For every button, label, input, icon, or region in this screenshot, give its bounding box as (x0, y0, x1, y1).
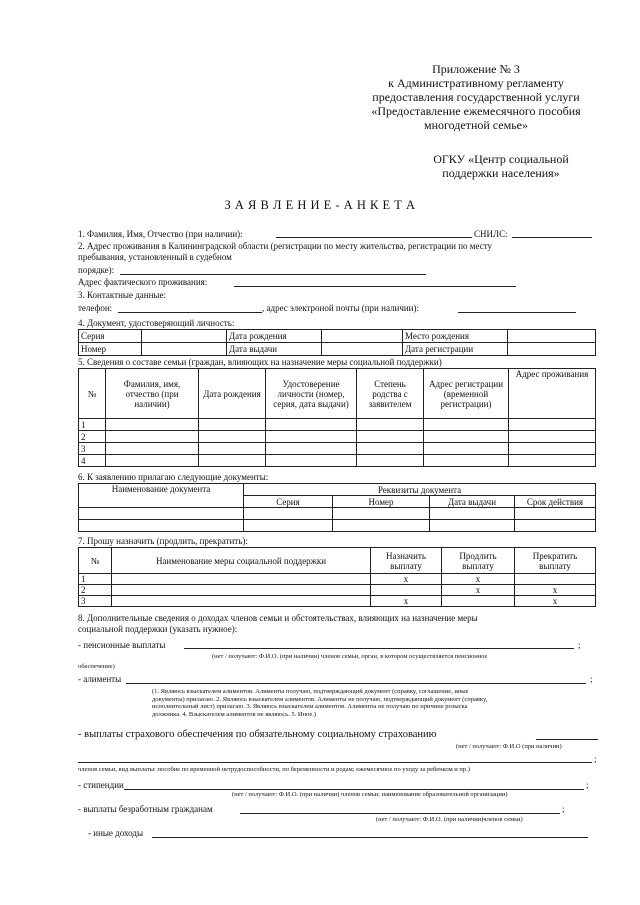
table-cell[interactable] (199, 419, 266, 431)
table-cell[interactable] (79, 508, 244, 520)
s7-measures-table (78, 547, 596, 607)
s5-header-relation: Степень родства с заявителем (357, 369, 424, 419)
s8-unemployment-hint: (нет / получают: Ф.И.О. (при наличии)членов семьи) (376, 816, 523, 823)
s2-line2: пребывания, установленный в судебном (78, 252, 232, 262)
table-cell[interactable] (106, 419, 199, 431)
s5-header-fio: Фамилия, имя, отчество (при наличии) (106, 369, 199, 419)
s6-series-header: Серия (244, 496, 333, 508)
s7-header-num: № (79, 548, 112, 574)
s7-header-measure: Наименование меры социальной поддержки (112, 548, 371, 574)
table-cell[interactable] (106, 455, 199, 467)
s8-pension-hint1: (нет / получают: Ф.И.О. (при наличии) членов семьи, орган, в котором осуществляется пенсионное (212, 653, 488, 660)
table-cell[interactable] (333, 508, 430, 520)
s5-header-live-address: Адрес проживания (509, 369, 596, 419)
s8-unemployment-field[interactable] (240, 813, 560, 814)
s8-pension-semicolon: ; (578, 640, 581, 650)
s8-other-label: - иные доходы (88, 828, 144, 838)
s8-alimony-field[interactable] (126, 683, 586, 684)
s6-doc-name-header: Наименование документа (79, 484, 244, 508)
s7-extend-mark[interactable]: x (442, 585, 515, 596)
table-cell[interactable] (424, 431, 509, 443)
s5-header-id: Удостоверение личности (номер, серия, дата выдачи) (266, 369, 357, 419)
s2-address-field[interactable] (120, 274, 426, 275)
s3-email-label: , адрес электроной почты (при наличии): (262, 303, 419, 313)
table-cell[interactable] (79, 520, 244, 532)
s8-insurance-field[interactable] (536, 739, 598, 740)
s8-stipend-label: - стипендии (78, 780, 124, 790)
s5-row-num: 1 (79, 419, 106, 431)
s7-extend-mark[interactable]: x (442, 574, 515, 585)
s4-issue-date-cell[interactable] (322, 343, 403, 356)
s8-pension-field[interactable] (184, 648, 574, 649)
table-cell[interactable] (244, 520, 333, 532)
table-cell[interactable] (199, 431, 266, 443)
table-cell[interactable] (266, 431, 357, 443)
table-cell[interactable] (515, 520, 596, 532)
table-cell[interactable] (424, 419, 509, 431)
s4-series-label: Серия (79, 330, 142, 343)
agency-line1: ОГКУ «Центр социальной (433, 152, 569, 166)
s3-label: 3. Контактные данные: (78, 290, 166, 300)
s4-number-label: Номер (79, 343, 142, 356)
s6-issue-date-header: Дата выдачи (430, 496, 515, 508)
s5-row-num: 4 (79, 455, 106, 467)
table-cell[interactable] (244, 508, 333, 520)
table-cell[interactable] (266, 443, 357, 455)
s8-alimony-hint1: (1. Являюсь взыскателем алиментов. Алименты получаю, подтверждающий документ (справку, соглашение, иные (152, 688, 469, 695)
s4-birth-date-label: Дата рождения (227, 330, 322, 343)
table-cell[interactable] (266, 455, 357, 467)
s8-insurance-field2[interactable] (78, 762, 592, 763)
s7-measure-cell[interactable] (112, 596, 371, 607)
s6-validity-header: Срок действия (515, 496, 596, 508)
s1-fio-label: 1. Фамилия, Имя, Отчество (при наличии): (78, 229, 243, 239)
s8-insurance-label: - выплаты страхового обеспечения по обязательному социальному страхованию (78, 729, 437, 740)
table-cell[interactable] (430, 508, 515, 520)
table-cell[interactable] (509, 431, 596, 443)
s5-label: 5. Сведения о составе семьи (граждан, влияющих на назначение меры социальной поддержки) (78, 357, 442, 367)
s8-insurance-semicolon: ; (594, 754, 597, 764)
appendix-family: многодетной семье» (423, 118, 528, 132)
appendix-service: предоставления государственной услуги (372, 90, 580, 104)
s4-number-cell[interactable] (142, 343, 227, 356)
s6-number-header: Номер (333, 496, 430, 508)
table-cell[interactable] (106, 443, 199, 455)
s5-header-num: № (79, 369, 106, 419)
s6-documents-table (78, 483, 596, 532)
appendix-allowance: «Предоставление ежемесячного пособия (371, 104, 581, 118)
s7-header-extend: Продлить выплату (442, 548, 515, 574)
table-cell[interactable] (357, 431, 424, 443)
s7-stop-mark[interactable]: x (515, 596, 596, 607)
s5-header-reg-address: Адрес регистрации (временной регистрации) (424, 369, 509, 419)
s3-phone-field[interactable] (118, 312, 262, 313)
s8-pension-label: - пенсионные выплаты (78, 640, 166, 650)
s8-alimony-hint4: должника. 4. Взыскателем алиментов не являюсь. 5. Иное.) (152, 710, 317, 718)
table-cell[interactable] (424, 443, 509, 455)
s7-stop-mark[interactable]: x (515, 585, 596, 596)
s1-snils-field[interactable] (512, 237, 592, 238)
s7-row-num: 3 (79, 596, 112, 607)
s8-alimony-hint2: документы) прилагаю. 2. Являюсь взыскателем алиментов. Алименты не получаю, подтверждающий документ (справку, (152, 695, 488, 703)
table-cell[interactable] (430, 520, 515, 532)
appendix-regulation: к Административному регламенту (388, 76, 564, 90)
table-cell[interactable] (199, 455, 266, 467)
s4-reg-date-label: Дата регистрации (403, 343, 508, 356)
s2-actual-field[interactable] (234, 286, 516, 287)
s5-header-birth: Дата рождения (199, 369, 266, 419)
s5-row-num: 3 (79, 443, 106, 455)
s7-assign-mark[interactable]: x (371, 596, 442, 607)
s8-unemployment-label: - выплаты безработным гражданам (78, 804, 213, 814)
s8-other-field[interactable] (152, 837, 588, 838)
s3-email-field[interactable] (458, 312, 576, 313)
s8-alimony-hint3: исполнительный лист) прилагаю. 3. Являюсь взыскателем алиментов. Алименты не получаю по причине розыска (152, 703, 468, 710)
s7-extend-mark[interactable] (442, 596, 515, 607)
s7-measure-cell[interactable] (112, 574, 371, 585)
s4-birth-date-cell[interactable] (322, 330, 403, 343)
table-cell[interactable] (515, 508, 596, 520)
s8-stipend-hint: (нет / получают: Ф.И.О. (при наличии) членов семьи; наименование образовательной организации) (232, 791, 508, 798)
s7-header-assign: Назначить выплату (371, 548, 442, 574)
s2-line3: порядке): (78, 265, 115, 275)
s6-label: 6. К заявлению прилагаю следующие документы: (78, 472, 269, 482)
s6-requisites-header: Реквизиты документа (244, 484, 596, 496)
s8-line1: 8. Дополнительные сведения о доходах членов семьи и обстоятельствах, влияющих на назначение меры (78, 613, 478, 623)
table-cell[interactable] (333, 520, 430, 532)
s8-stipend-semicolon: ; (586, 780, 589, 790)
s8-stipend-field[interactable] (124, 789, 584, 790)
s7-row-num: 2 (79, 585, 112, 596)
s8-unemployment-semicolon: ; (562, 804, 565, 814)
form-title: З А Я В Л Е Н И Е - А Н К Е Т А (224, 198, 416, 212)
table-cell[interactable] (357, 455, 424, 467)
table-cell[interactable] (266, 419, 357, 431)
table-cell[interactable] (357, 419, 424, 431)
s5-family-table (78, 368, 596, 467)
s7-stop-mark[interactable] (515, 574, 596, 585)
agency-block (406, 152, 596, 180)
s8-pension-hint2: обеспечение) (78, 663, 115, 670)
table-cell[interactable] (509, 455, 596, 467)
table-cell[interactable] (424, 455, 509, 467)
s1-fio-field[interactable] (276, 237, 472, 238)
s8-alimony-label: - алименты (78, 674, 122, 684)
table-cell[interactable] (199, 443, 266, 455)
s7-row-num: 1 (79, 574, 112, 585)
s7-assign-mark[interactable] (371, 585, 442, 596)
s2-line1: 2. Адрес проживания в Калининградской области (регистрации по месту жительства, регистрации по месту (78, 241, 493, 251)
s4-issue-date-label: Дата выдачи (227, 343, 322, 356)
s4-label: 4. Документ, удостоверяющий личность: (78, 318, 235, 328)
s8-insurance-hint2: членов семьи, вид выплаты: пособие по временной нетрудоспособности, по беременности и родам; ежемесячное по уходу за ребенком и пр.) (78, 766, 470, 773)
s7-header-stop: Прекратить выплату (515, 548, 596, 574)
appendix-number: Приложение № 3 (432, 62, 520, 76)
s4-birth-place-label: Место рождения (403, 330, 508, 343)
table-cell[interactable] (509, 419, 596, 431)
s8-line2: социальной поддержки (указать нужное): (78, 624, 238, 634)
s7-assign-mark[interactable]: x (371, 574, 442, 585)
s8-alimony-semicolon: ; (590, 674, 593, 684)
s8-insurance-hint1: (нет / получают: Ф.И.О (при наличии) (456, 743, 562, 750)
table-cell[interactable] (106, 431, 199, 443)
table-cell[interactable] (357, 443, 424, 455)
s7-measure-cell[interactable] (112, 585, 371, 596)
s3-phone-label: телефон: (78, 303, 113, 313)
s4-birth-place-cell[interactable] (508, 330, 596, 343)
agency-line2: поддержки населения» (442, 166, 560, 180)
s1-snils-label: СНИЛС: (474, 229, 508, 239)
table-cell[interactable] (509, 443, 596, 455)
s5-row-num: 2 (79, 431, 106, 443)
s4-series-cell[interactable] (142, 330, 227, 343)
s8-alimony-hint (152, 688, 598, 718)
s4-id-table (78, 329, 596, 356)
appendix-block (348, 62, 604, 132)
s2-actual-label: Адрес фактического проживания: (78, 277, 208, 287)
s4-reg-date-cell[interactable] (508, 343, 596, 356)
s7-label: 7. Прошу назначить (продлить, прекратить): (78, 536, 248, 546)
